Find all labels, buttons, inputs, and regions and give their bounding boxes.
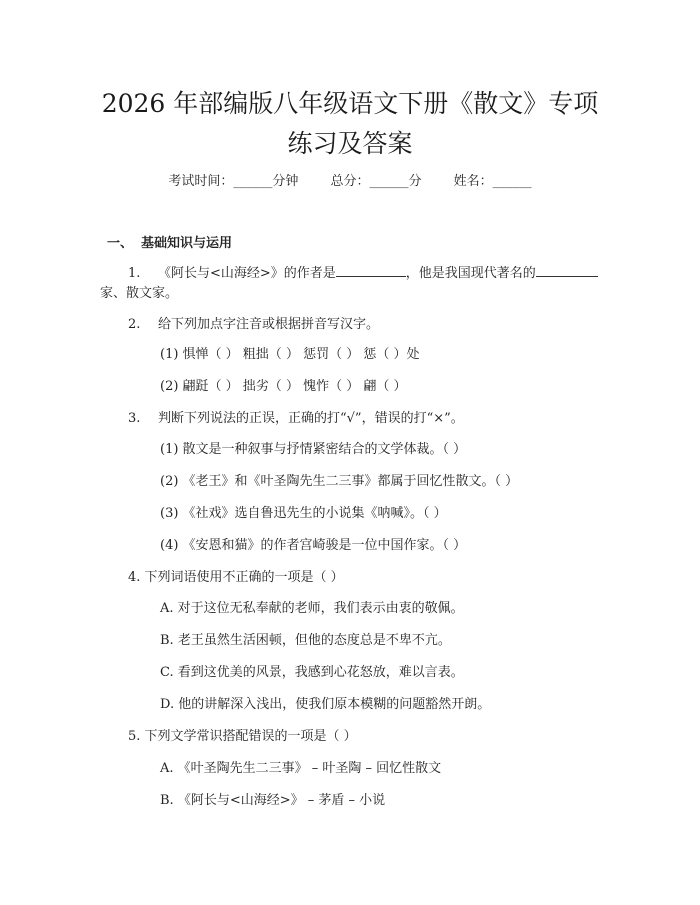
answer-blank	[336, 262, 406, 277]
exam-meta	[0, 170, 700, 189]
section-number: 一、	[107, 236, 134, 251]
question-1-continuation: 家、散文家。	[100, 286, 179, 301]
question-4-option-b: B. 老王虽然生活困顿，但他的态度总是不卑不亢。	[160, 633, 451, 648]
question-5-option-b: B. 《阿长与<山海经>》 – 茅盾 – 小说	[160, 793, 386, 808]
question-text: ，他是我国现代著名的	[405, 266, 536, 281]
question-1	[128, 262, 598, 284]
section-title: 基础知识与运用	[141, 236, 233, 251]
question-4-option-d: D. 他的讲解深入浅出，使我们原本模糊的问题豁然开朗。	[160, 697, 491, 712]
question-number: 1.	[128, 266, 141, 281]
question-2-item-1: (1) 惧惮（ ） 粗拙（ ） 惩罚（ ） 惩（ ）处	[160, 347, 420, 362]
exam-time: 考试时间：______分钟	[168, 174, 299, 189]
question-5: 5. 下列文学常识搭配错误的一项是（ ）	[128, 729, 357, 744]
question-5-option-a: A. 《叶圣陶先生二三事》 – 叶圣陶 – 回忆性散文	[160, 761, 442, 776]
exam-score: 总分：______分	[330, 174, 422, 189]
question-text: 给下列加点字注音或根据拼音写汉字。	[158, 317, 380, 332]
question-3-item-1: (1) 散文是一种叙事与抒情紧密结合的文学体裁。（ ）	[160, 442, 467, 457]
question-4: 4. 下列词语使用不正确的一项是（ ）	[128, 570, 344, 585]
question-4-option-c: C. 看到这优美的风景，我感到心花怒放，难以言表。	[160, 665, 464, 680]
question-3-item-3: (3) 《社戏》选自鲁迅先生的小说集《呐喊》。（ ）	[160, 506, 447, 521]
question-2	[128, 315, 379, 335]
question-text: 《阿长与<山海经>》的作者是	[158, 266, 336, 281]
section-heading	[107, 232, 232, 251]
exam-name: 姓名：______	[453, 174, 532, 189]
answer-blank	[536, 262, 598, 277]
question-3-item-4: (4) 《安恩和猫》的作者宫崎骏是一位中国作家。（ ）	[160, 538, 467, 553]
question-number: 2.	[128, 317, 141, 332]
document-title	[60, 84, 640, 164]
question-number: 3.	[128, 411, 141, 426]
question-3	[128, 409, 464, 429]
question-3-item-2: (2) 《老王》和《叶圣陶先生二三事》都属于回忆性散文。（ ）	[160, 474, 519, 489]
question-2-item-2: (2) 翩跹（ ） 拙劣（ ） 愧怍（ ） 翩（ ）	[160, 379, 407, 394]
title-line-1: 2026 年部编版八年级语文下册《散文》专项	[101, 89, 599, 118]
question-4-option-a: A. 对于这位无私奉献的老师，我们表示由衷的敬佩。	[160, 601, 464, 616]
title-line-2: 练习及答案	[287, 129, 413, 158]
question-text: 判断下列说法的正误，正确的打“√”，错误的打“×”。	[158, 411, 464, 426]
